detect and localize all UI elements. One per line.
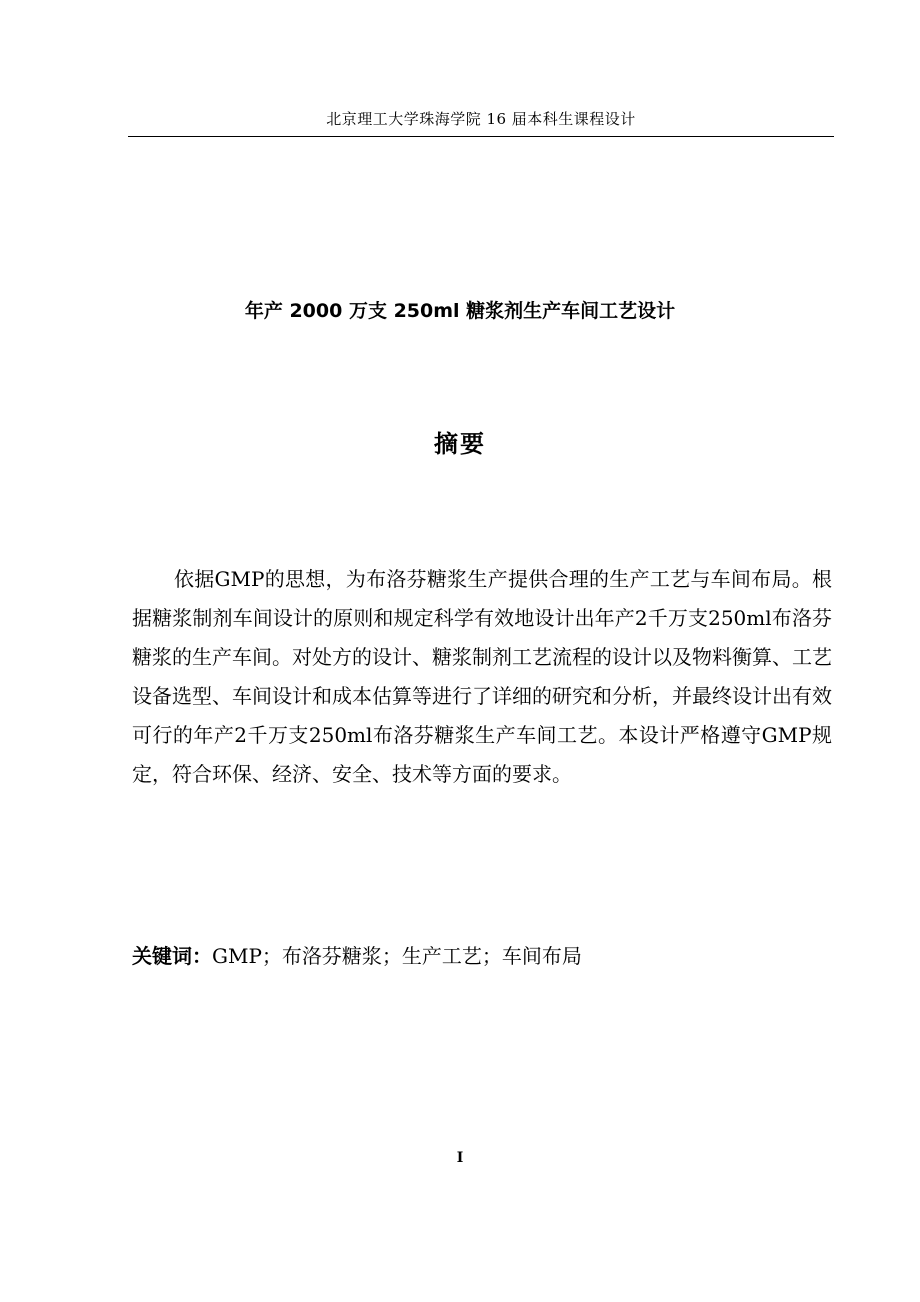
abstract-paragraph: 依据GMP的思想，为布洛芬糖浆生产提供合理的生产工艺与车间布局。根据糖浆制剂车间设计的原则和规定科学有效地设计出年产2千万支250ml布洛芬糖浆的生产车间。对处方的设计、糖浆制剂工艺流程的设计以及物料衡算、工艺设备选型、车间设计和成本估算等进行了详细的研究和分析，并最终设计出有效可行的年产2千万支250ml布洛芬糖浆生产车间工艺。本设计严格遵守GMP规定，符合环保、经济、安全、技术等方面的要求。 <box>132 567 832 786</box>
abstract-body <box>132 560 832 794</box>
keywords-line <box>132 940 582 969</box>
document-title: 年产 2000 万支 250ml 糖浆剂生产车间工艺设计 <box>244 300 676 322</box>
page-header <box>128 104 834 137</box>
keywords-label: 关键词： <box>132 944 212 968</box>
abstract-heading: 摘要 <box>434 430 486 458</box>
header-text: 北京理工大学珠海学院 16 届本科生课程设计 <box>326 110 636 128</box>
page-number: I <box>456 1150 464 1166</box>
keywords-value: GMP；布洛芬糖浆；生产工艺；车间布局 <box>212 944 582 968</box>
